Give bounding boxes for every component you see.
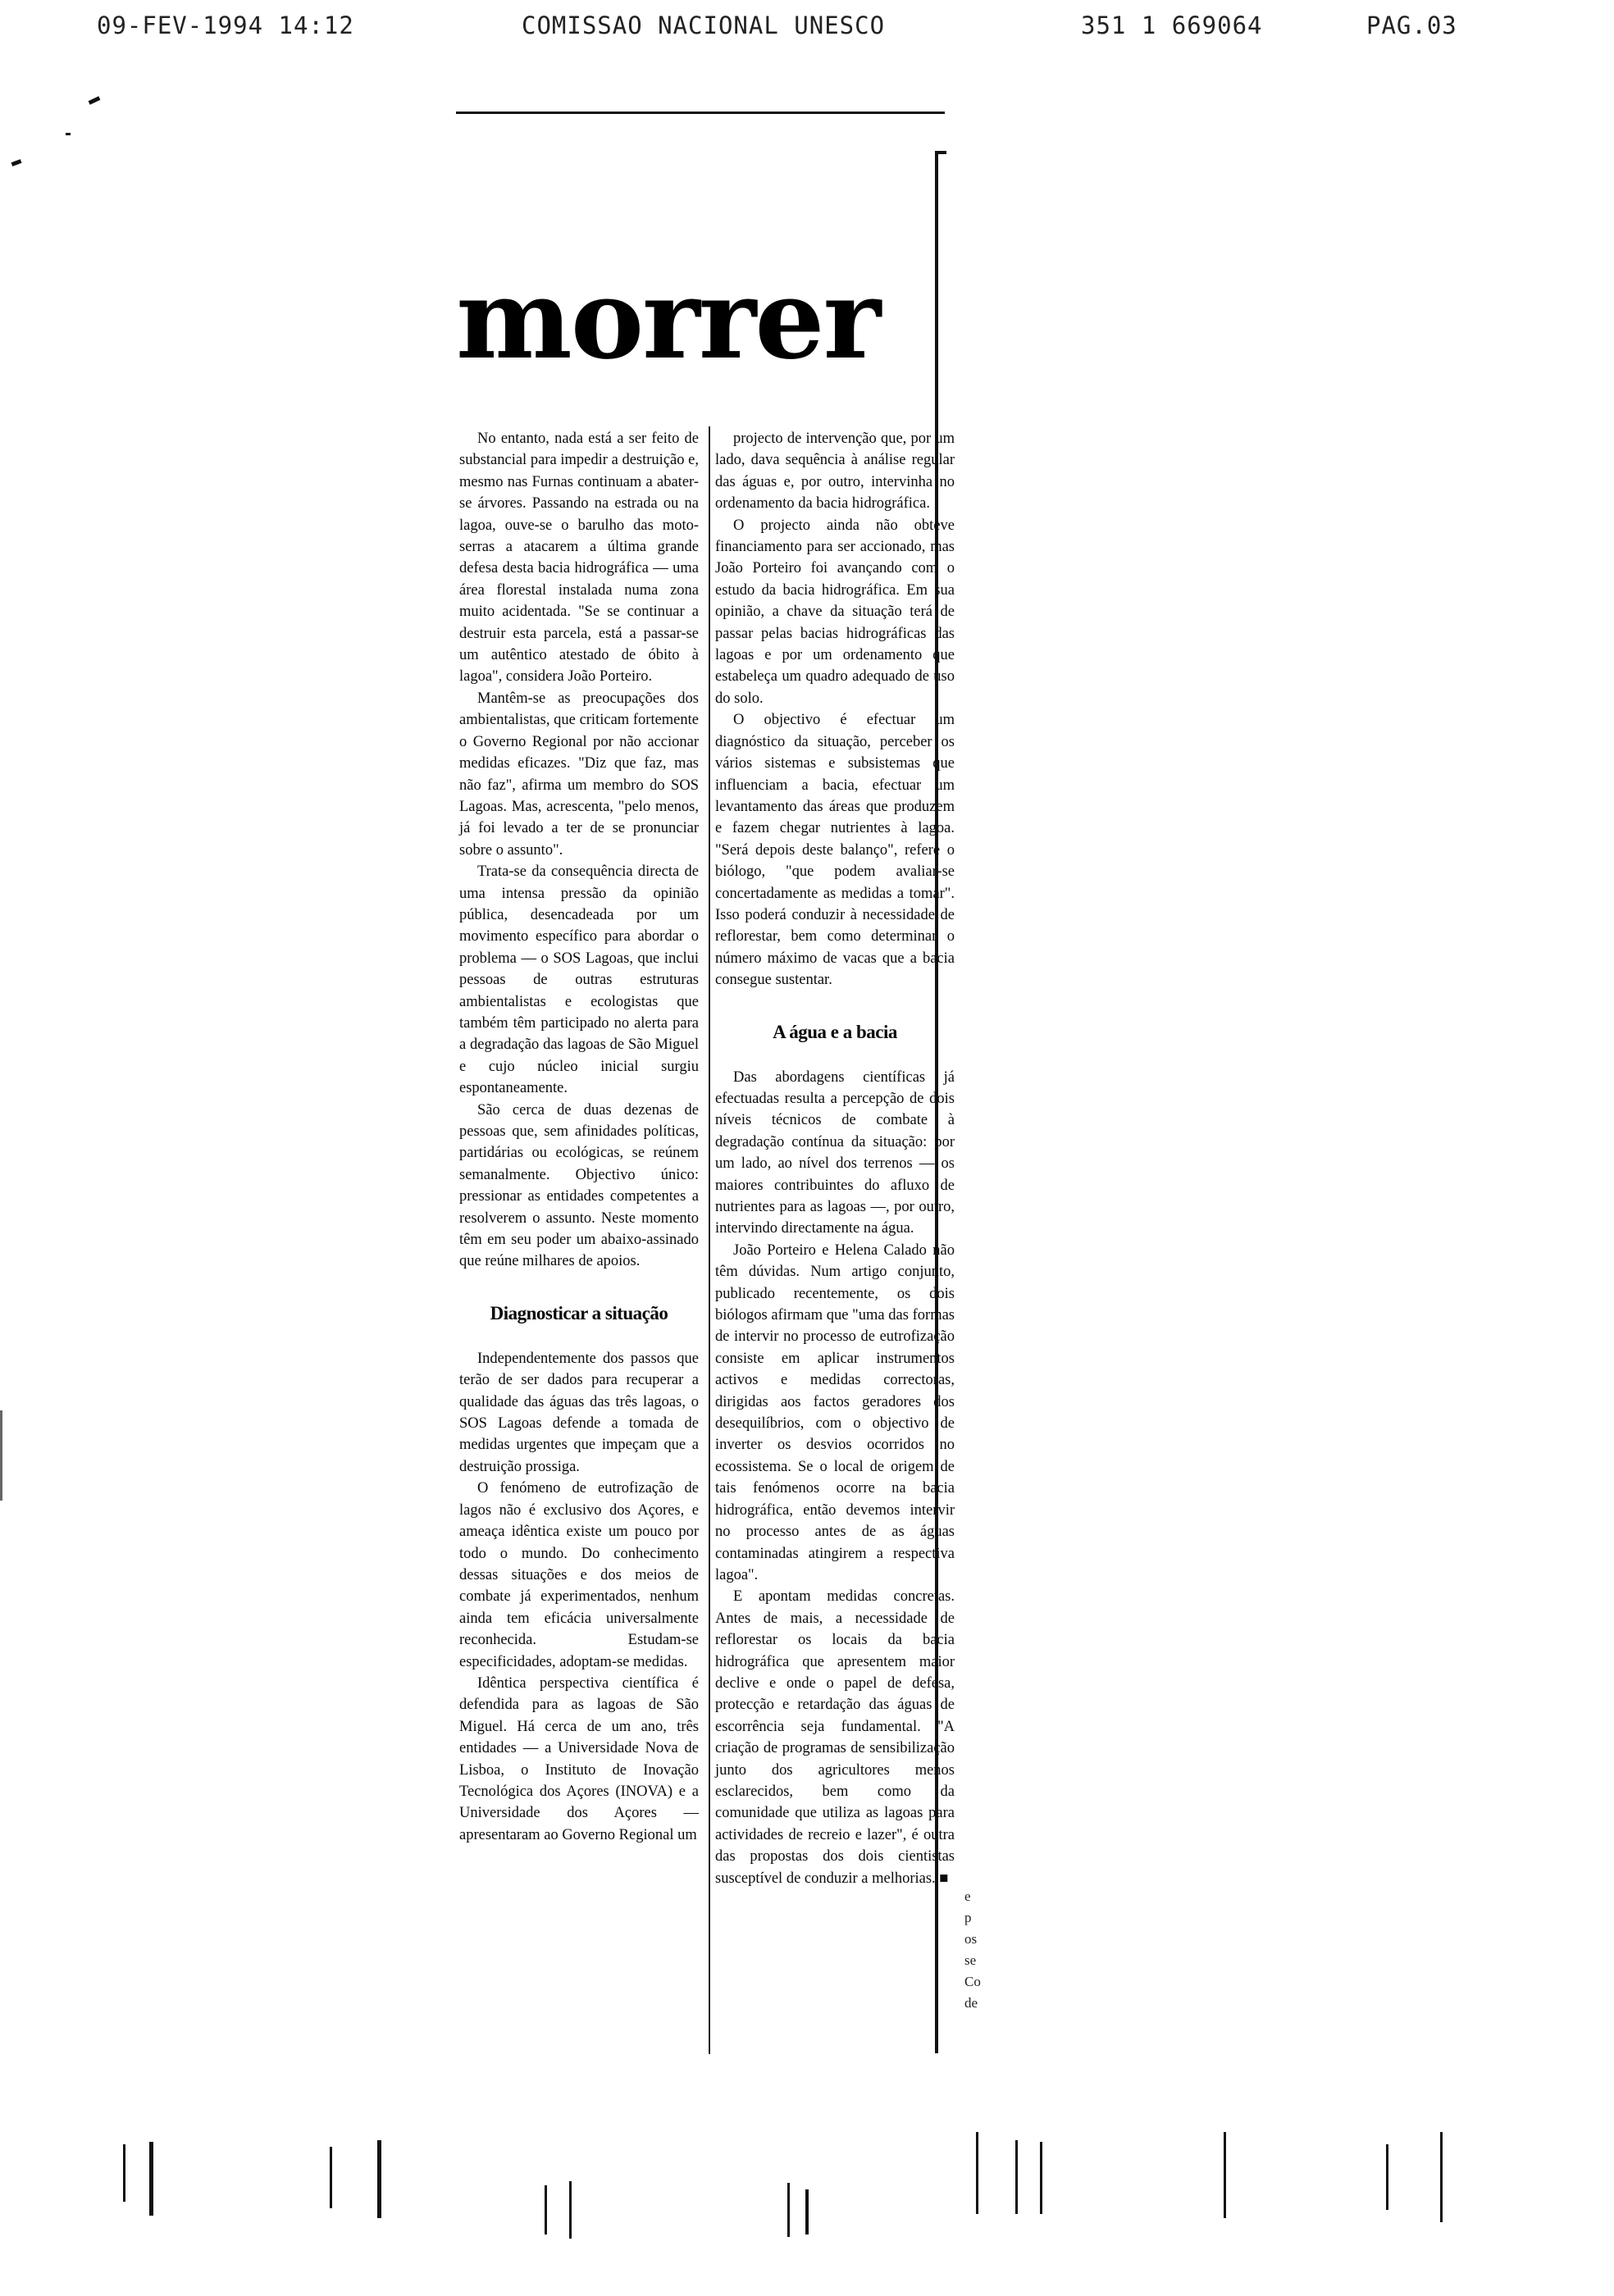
adjacent-column-fragment <box>964 1886 989 2014</box>
scan-mark <box>569 2181 572 2239</box>
paragraph: Das abordagens científicas já efectuadas resulta a percepção de dois níveis técnicos de combate à degradação contínua da situação: por um lado, ao nível dos terrenos — os maiores contribuintes do afluxo de nutrientes para as lagoas —, por outro, intervindo directamente na água. <box>715 1068 955 1237</box>
fax-header <box>0 11 1614 44</box>
scan-mark <box>0 1410 2 1501</box>
top-rule <box>456 112 945 114</box>
right-border-tick <box>935 151 946 154</box>
paragraph: No entanto, nada está a ser feito de substancial para impedir a destruição e, mesmo nas Furnas continuam a abater-se árvores. Passando na estrada ou na lagoa, ouve-se o barulho das moto-serras a atacarem a última grande defesa desta bacia hidrográfica — uma área florestal instalada numa zona muito acidentada. "Se se continuar a destruir esta parcela, está a passar-se um autêntico atestado de óbito à lagoa", considera João Porteiro. <box>459 430 699 686</box>
fax-page-number: PAG.03 <box>1366 11 1457 39</box>
subheading-diagnosticar: Diagnosticar a situação <box>490 1302 668 1323</box>
scan-mark <box>11 159 22 166</box>
scan-mark <box>149 2142 153 2216</box>
paragraph: E apontam medidas concretas. Antes de mais, a necessidade de reflorestar os locais da bacia hidrográfica que apresentem maior declive e onde o papel de defesa, protecção e retardação das águas de escorrência seja fundamental. "A criação de programas de sensibilização junto dos agricultores menos esclarecidos, bem como da comunidade que utiliza as lagoas para actividades de recreio e lazer", é outra das propostas dos dois cientistas susceptível de conduzir a melhorias. ■ <box>715 1588 955 1887</box>
scan-mark <box>1040 2142 1042 2214</box>
scan-mark <box>545 2185 547 2234</box>
article-headline: morrer <box>456 254 880 384</box>
paragraph: Trata-se da consequência directa de uma intensa pressão da opinião pública, desencadeada por um movimento específico para abordar o problema — o SOS Lagoas, que inclui pessoas de outras estruturas ambientalistas e ecologistas que também têm participado no alerta para a degradação das lagoas de São Miguel e cujo núcleo inicial surgiu espontaneamente. <box>459 863 699 1097</box>
article-column-right <box>715 428 955 1889</box>
fragment-line: e <box>964 1888 971 1904</box>
scan-mark <box>89 96 101 104</box>
scan-mark <box>1386 2144 1388 2210</box>
scan-mark <box>787 2183 790 2237</box>
paragraph: O fenómeno de eutrofização de lagos não é exclusivo dos Açores, e ameaça idêntica existe um pouco por todo o mundo. Do conhecimento dessas situações e dos meios de combate já experimentados, nenhum ainda tem eficácia universalmente reconhecida. Estudam-se especificidades, adoptam-se medidas. <box>459 1480 699 1670</box>
article-column-left <box>459 428 699 1846</box>
paragraph: Idêntica perspectiva científica é defendida para as lagoas de São Miguel. Há cerca de um ano, três entidades — a Universidade Nova de Lisboa, o Instituto de Inovação Tecnológica dos Açores (INOVA) e a Universidade dos Açores — apresentaram ao Governo Regional um <box>459 1674 699 1843</box>
paragraph: São cerca de duas dezenas de pessoas que, sem afinidades políticas, partidárias ou ecológicas, se reúnem semanalmente. Objectivo único: pressionar as entidades competentes a resolverem o assunto. Neste momento têm em seu poder um abaixo-assinado que reúne milhares de apoios. <box>459 1101 699 1270</box>
fragment-line: Co <box>964 1974 981 1989</box>
scan-mark <box>1440 2132 1443 2222</box>
fax-sender: COMISSAO NACIONAL UNESCO <box>522 11 886 39</box>
paragraph: O projecto ainda não obteve financiamento para ser accionado, mas João Porteiro foi avançando com o estudo da bacia hidrográfica. Em sua opinião, a chave da situação terá de passar pelas bacias hidrográficas das lagoas e por um ordenamento que estabeleça um quadro adequado de uso do solo. <box>715 517 955 707</box>
scan-mark <box>976 2132 978 2214</box>
scan-mark <box>377 2140 381 2218</box>
paragraph: Mantêm-se as preocupações dos ambientalistas, que criticam fortemente o Governo Regional por não accionar medidas eficazes. "Diz que faz, mas não faz", afirma um membro do SOS Lagoas. Mas, acrescenta, "pelo menos, já foi levado a ter de se pronunciar sobre o assunto". <box>459 690 699 859</box>
fragment-line: p <box>964 1910 972 1925</box>
fragment-line: de <box>964 1995 978 2011</box>
scan-mark <box>1224 2132 1226 2218</box>
fragment-line: os <box>964 1931 978 1947</box>
paragraph: João Porteiro e Helena Calado não têm dúvidas. Num artigo conjunto, publicado recentemente, os dois biólogos afirmam que "uma das formas de intervir no processo de eutrofização consiste em aplicar instrumentos activos e medidas correctoras, dirigidas aos factos geradores dos desequilíbrios, com o objectivo de inverter os desvios ocorridos no ecossistema. Se o local de origem de tais fenómenos ocorre na bacia hidrográfica, então devemos intervir no processo antes de as águas contaminadas atingirem a respectiva lagoa". <box>715 1241 955 1583</box>
subheading-agua-bacia: A água e a bacia <box>773 1021 897 1042</box>
scan-mark <box>123 2144 125 2202</box>
scan-mark <box>66 133 71 135</box>
fragment-line: se <box>964 1952 977 1968</box>
scan-mark <box>1015 2140 1018 2214</box>
column-divider <box>709 426 710 2054</box>
scan-mark <box>805 2189 809 2234</box>
scan-mark <box>330 2147 332 2208</box>
paragraph: O objectivo é efectuar um diagnóstico da situação, perceber os vários sistemas e subsistemas que influenciam a bacia, efectuar um levantamento das áreas que produzem e fazem chegar nutrientes à lagoa. "Será depois deste balanço", refere o biólogo, "que podem avaliar-se concertadamente as medidas a tomar". Isso poderá conduzir à necessidade de reflorestar, bem como determinar o número máximo de vacas que a bacia consegue sustentar. <box>715 712 955 989</box>
fax-number: 351 1 669064 <box>1081 11 1263 39</box>
paragraph: projecto de intervenção que, por um lado, dava sequência à análise regular das águas e, por outro, intervinha no ordenamento da bacia hidrográfica. <box>715 430 955 512</box>
fax-date-time: 09-FEV-1994 14:12 <box>97 11 354 39</box>
paragraph: Independentemente dos passos que terão de ser dados para recuperar a qualidade das águas das três lagoas, o SOS Lagoas defende a tomada de medidas urgentes que impeçam que a destruição prossiga. <box>459 1350 699 1475</box>
